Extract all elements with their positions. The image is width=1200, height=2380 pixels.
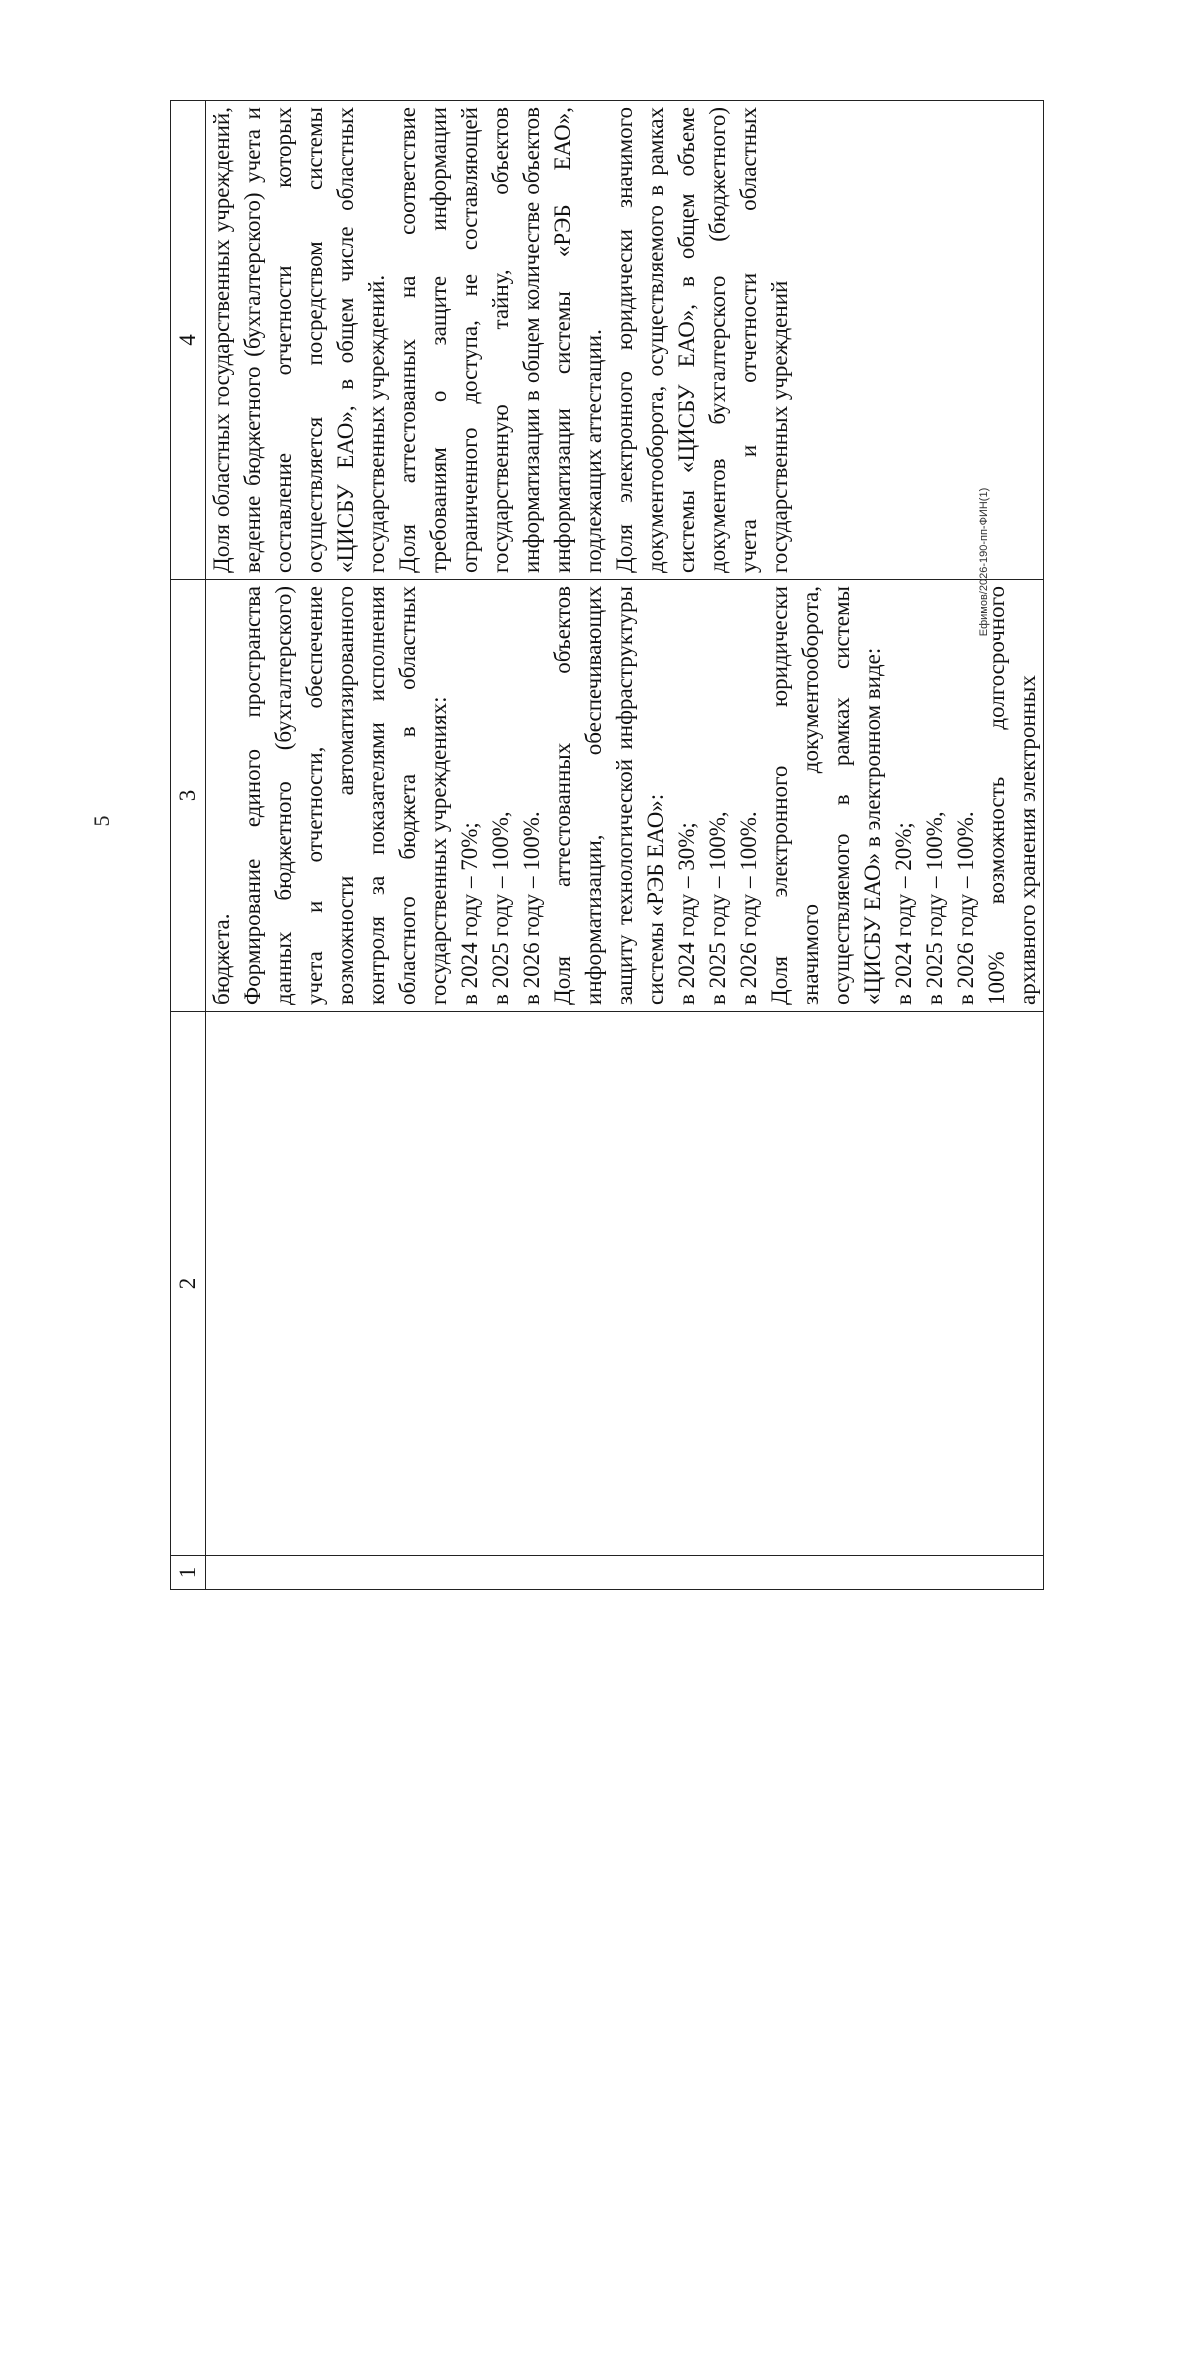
col3-text-13: в 2026 году – 100%.	[953, 811, 978, 1005]
header-col-2: 2	[171, 1012, 206, 1556]
col3-text-12: в 2025 году – 100%,	[922, 811, 947, 1005]
col3-text-11: в 2024 году – 20%;	[891, 822, 916, 1005]
col3-text-14: 100% возможность долгосрочного архивного хранения электронных	[984, 586, 1040, 1005]
col3-text-10: Доля электронного юридически значимого документооборота, осуществляемого в рамках системы «ЦИСБУ ЕАО» в электронном виде:	[767, 586, 885, 1005]
cell-col-1	[206, 1556, 1044, 1590]
col3-text-9: в 2026 году – 100%.	[736, 811, 761, 1005]
cell-col-3	[206, 580, 1044, 1012]
col3-text-5: в 2026 году – 100%.	[519, 811, 544, 1005]
col3-text-6: Доля аттестованных объектов информатизации, обеспечивающих защиту технологической инфраструктуры системы «РЭБ ЕАО»:	[550, 586, 668, 1005]
col4-text-1: Доля областных государственных учреждений, ведение бюджетного (бухгалтерского) учета и составление отчетности которых осуществляется посредством системы «ЦИСБУ ЕАО», в общем числе областных государственных учреждений.	[209, 107, 389, 573]
table-row	[206, 101, 1044, 1590]
header-col-4: 4	[171, 101, 206, 580]
col4-text-2: Доля аттестованных на соответствие требованиям о защите информации ограниченного доступа, не составляющей государственную тайну, объектов информатизации в общем количестве объектов информатизации системы «РЭБ ЕАО», подлежащих аттестации.	[395, 107, 606, 573]
col3-text-1: бюджета.	[209, 913, 234, 1005]
col3-text-7: в 2024 году – 30%;	[674, 822, 699, 1005]
page-number: 5	[89, 815, 114, 827]
document-id-footer: Ефимов/2026-190-пп-ФИН(1)	[978, 487, 990, 637]
measures-table	[170, 100, 1044, 1590]
col3-text-4: в 2025 году – 100%,	[488, 811, 513, 1005]
header-col-1: 1	[171, 1556, 206, 1590]
cell-col-2	[206, 1012, 1044, 1556]
cell-col-4	[206, 101, 1044, 580]
table-header-row	[171, 101, 206, 1590]
header-col-3: 3	[171, 580, 206, 1012]
col3-text-8: в 2025 году – 100%,	[705, 811, 730, 1005]
col4-text-3: Доля электронного юридически значимого документооборота, осуществляемого в рамках системы «ЦИСБУ ЕАО», в общем объеме документов бухгалтерского (бюджетного) учета и отчетности областных государственных учреждений	[612, 107, 792, 573]
col3-text-2: Формирование единого пространства данных бюджетного (бухгалтерского) учета и отчетности, обеспечение возможности автоматизированного контроля за показателями исполнения областного бюджета в областных государственных учреждениях:	[240, 586, 451, 1005]
col3-text-3: в 2024 году – 70%;	[457, 822, 482, 1005]
